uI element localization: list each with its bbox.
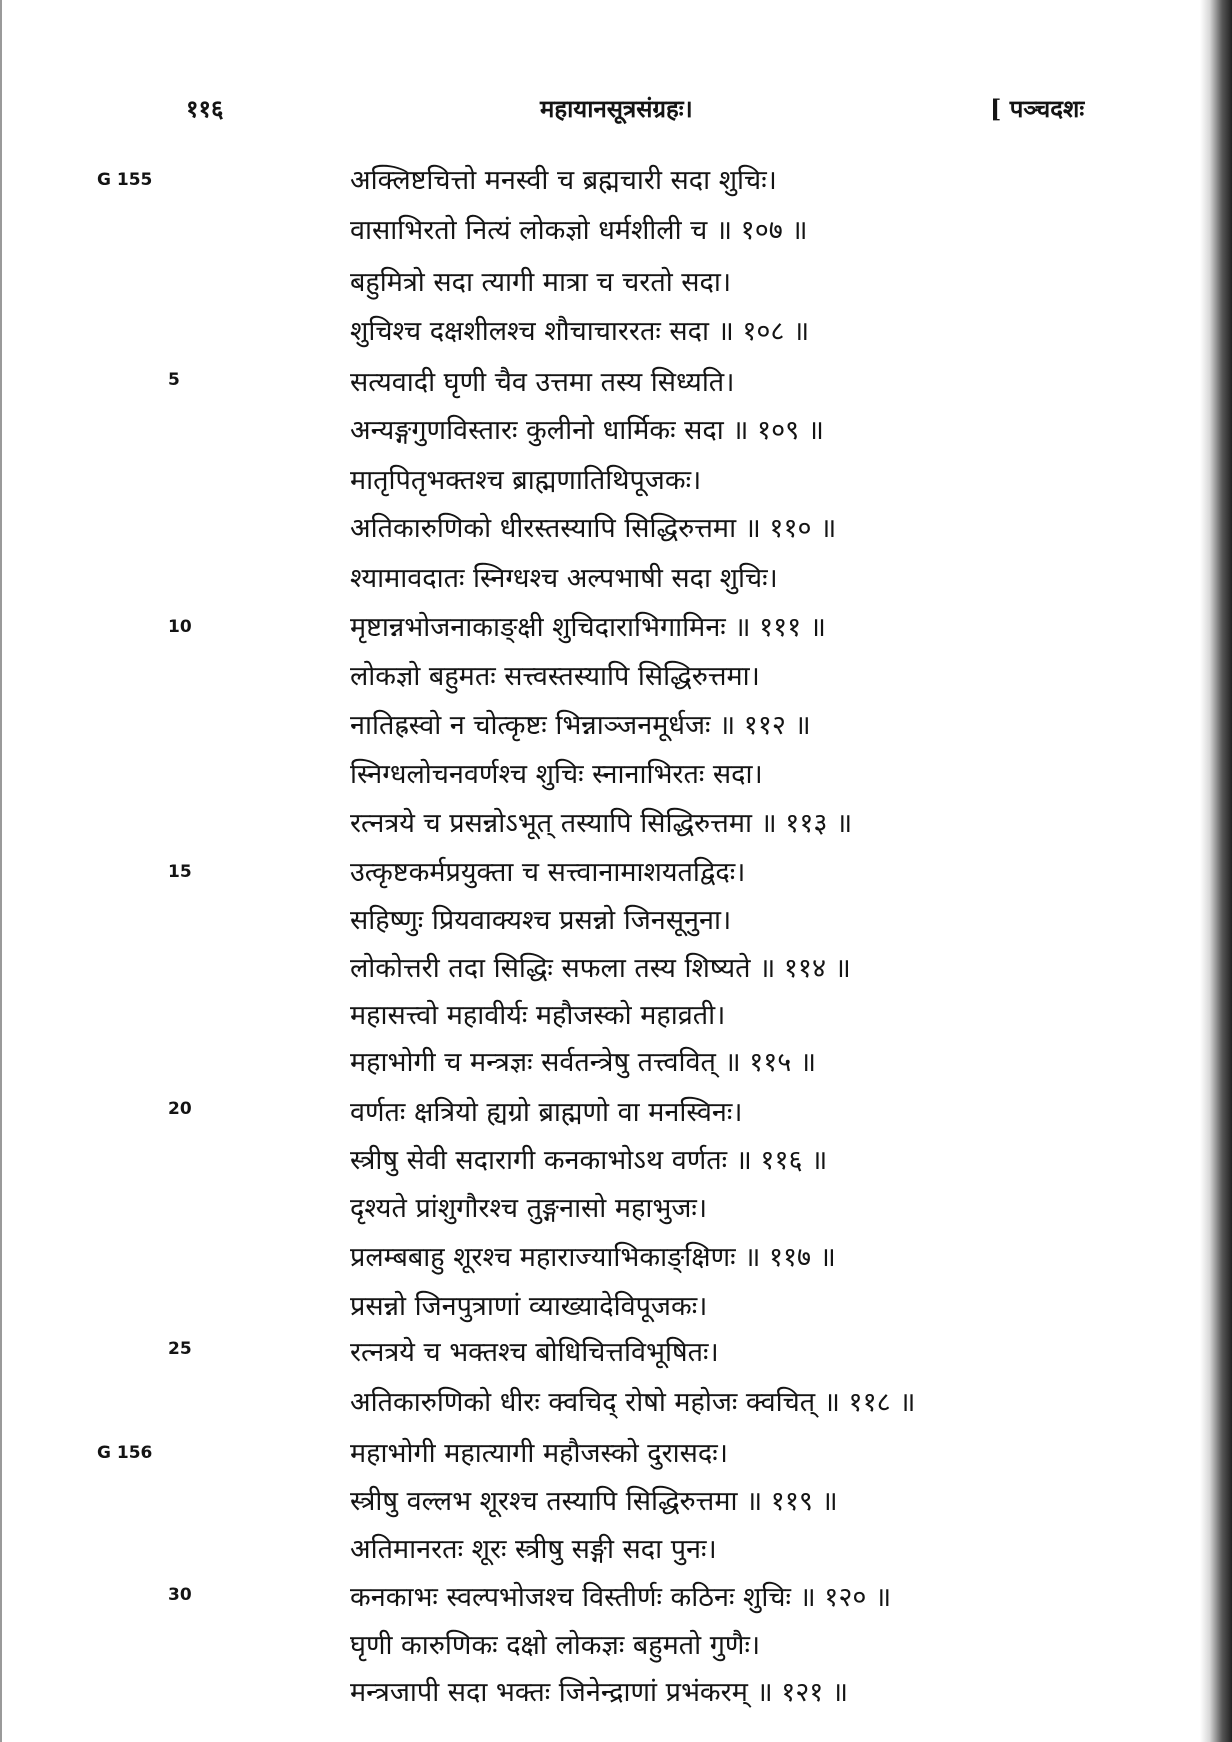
verse-line: लोकज्ञो बहुमतः सत्त्वस्तस्यापि सिद्धिरुत्तमा। xyxy=(350,661,760,692)
verse-line: बहुमित्रो सदा त्यागी मात्रा च चरतो सदा। xyxy=(350,267,732,298)
verse-line: अतिमानरतः शूरः स्त्रीषु सङ्गी सदा पुनः। xyxy=(350,1534,717,1565)
verse-line: नातिह्रस्वो न चोत्कृष्टः भिन्नाञ्जनमूर्धजः ॥ ११२ ॥ xyxy=(350,710,811,741)
verse-line: महाभोगी महात्यागी महौजस्को दुरासदः। xyxy=(350,1438,728,1469)
verse-line: शुचिश्च दक्षशीलश्च शौचाचाररतः सदा ॥ १०८ ॥ xyxy=(350,316,810,347)
line-number-20: 20 xyxy=(168,1099,192,1119)
verse-line: स्त्रीषु वल्लभ शूरश्च तस्यापि सिद्धिरुत्तमा ॥ ११९ ॥ xyxy=(350,1486,838,1517)
verse-line: रत्नत्रये च भक्तश्च बोधिचित्तविभूषितः। xyxy=(350,1337,719,1368)
line-number-30: 30 xyxy=(168,1585,192,1605)
line-number-15: 15 xyxy=(168,862,192,882)
verse-line: महाभोगी च मन्त्रज्ञः सर्वतन्त्रेषु तत्त्ववित् ॥ ११५ ॥ xyxy=(350,1047,817,1078)
line-number-25: 25 xyxy=(168,1339,192,1359)
verse-line: वर्णतः क्षत्रियो ह्यग्रो ब्राह्मणो वा मनस्विनः। xyxy=(350,1097,743,1128)
verse-line: सहिष्णुः प्रियवाक्यश्च प्रसन्नो जिनसूनुना। xyxy=(350,905,732,936)
verse-line: अक्लिष्टचित्तो मनस्वी च ब्रह्मचारी सदा शुचिः। xyxy=(350,165,777,196)
margin-ref-g156: G 156 xyxy=(97,1443,153,1463)
verse-line: मृष्टान्नभोजनाकाङ्क्षी शुचिदाराभिगामिनः ॥ १११ ॥ xyxy=(350,612,826,643)
chapter-label: [ पञ्चदशः xyxy=(990,94,1085,123)
verse-line: स्त्रीषु सेवी सदारागी कनकाभोऽथ वर्णतः ॥ ११६ ॥ xyxy=(350,1145,828,1176)
verse-line: वासाभिरतो नित्यं लोकज्ञो धर्मशीली च ॥ १०७ ॥ xyxy=(350,215,808,246)
verse-line: अन्यङ्गगुणविस्तारः कुलीनो धार्मिकः सदा ॥ १०९ ॥ xyxy=(350,415,824,446)
verse-line: लोकोत्तरी तदा सिद्धिः सफला तस्य शिष्यते ॥ ११४ ॥ xyxy=(350,953,851,984)
verse-line: प्रसन्नो जिनपुत्राणां व्याख्यादेविपूजकः। xyxy=(350,1291,708,1322)
verse-line: रत्नत्रये च प्रसन्नोऽभूत् तस्यापि सिद्धिरुत्तमा ॥ ११३ ॥ xyxy=(350,808,853,839)
verse-line: अतिकारुणिको धीरस्तस्यापि सिद्धिरुत्तमा ॥ ११० ॥ xyxy=(350,513,837,544)
verse-line: कनकाभः स्वल्पभोजश्च विस्तीर्णः कठिनः शुचिः ॥ १२० ॥ xyxy=(350,1582,892,1613)
verse-line: श्यामावदातः स्निग्धश्च अल्पभाषी सदा शुचिः। xyxy=(350,563,778,594)
page-number: ११६ xyxy=(186,94,224,123)
verse-line: मन्त्रजापी सदा भक्तः जिनेन्द्राणां प्रभंकरम् ॥ १२१ ॥ xyxy=(350,1677,849,1708)
verse-line: प्रलम्बबाहु शूरश्च महाराज्याभिकाङ्क्षिणः ॥ ११७ ॥ xyxy=(350,1242,836,1273)
line-number-5: 5 xyxy=(168,370,180,390)
verse-line: घृणी कारुणिकः दक्षो लोकज्ञः बहुमतो गुणैः। xyxy=(350,1630,761,1661)
margin-ref-g155: G 155 xyxy=(97,170,153,190)
verse-line: दृश्यते प्रांशुगौरश्च तुङ्गनासो महाभुजः। xyxy=(350,1193,708,1224)
line-number-10: 10 xyxy=(168,617,192,637)
verse-line: मातृपितृभक्तश्च ब्राह्मणातिथिपूजकः। xyxy=(350,465,702,496)
verse-line: उत्कृष्टकर्मप्रयुक्ता च सत्त्वानामाशयतद्विदः। xyxy=(350,857,746,888)
verse-line: अतिकारुणिको धीरः क्वचिद् रोषो महोजः क्वचित् ॥ ११८ ॥ xyxy=(350,1387,916,1418)
verse-line: सत्यवादी घृणी चैव उत्तमा तस्य सिध्यति। xyxy=(350,367,735,398)
verse-line: महासत्त्वो महावीर्यः महौजस्को महाव्रती। xyxy=(350,1000,726,1031)
verse-line: स्निग्धलोचनवर्णश्च शुचिः स्नानाभिरतः सदा। xyxy=(350,759,763,790)
running-title: महायानसूत्रसंग्रहः। xyxy=(540,94,693,123)
